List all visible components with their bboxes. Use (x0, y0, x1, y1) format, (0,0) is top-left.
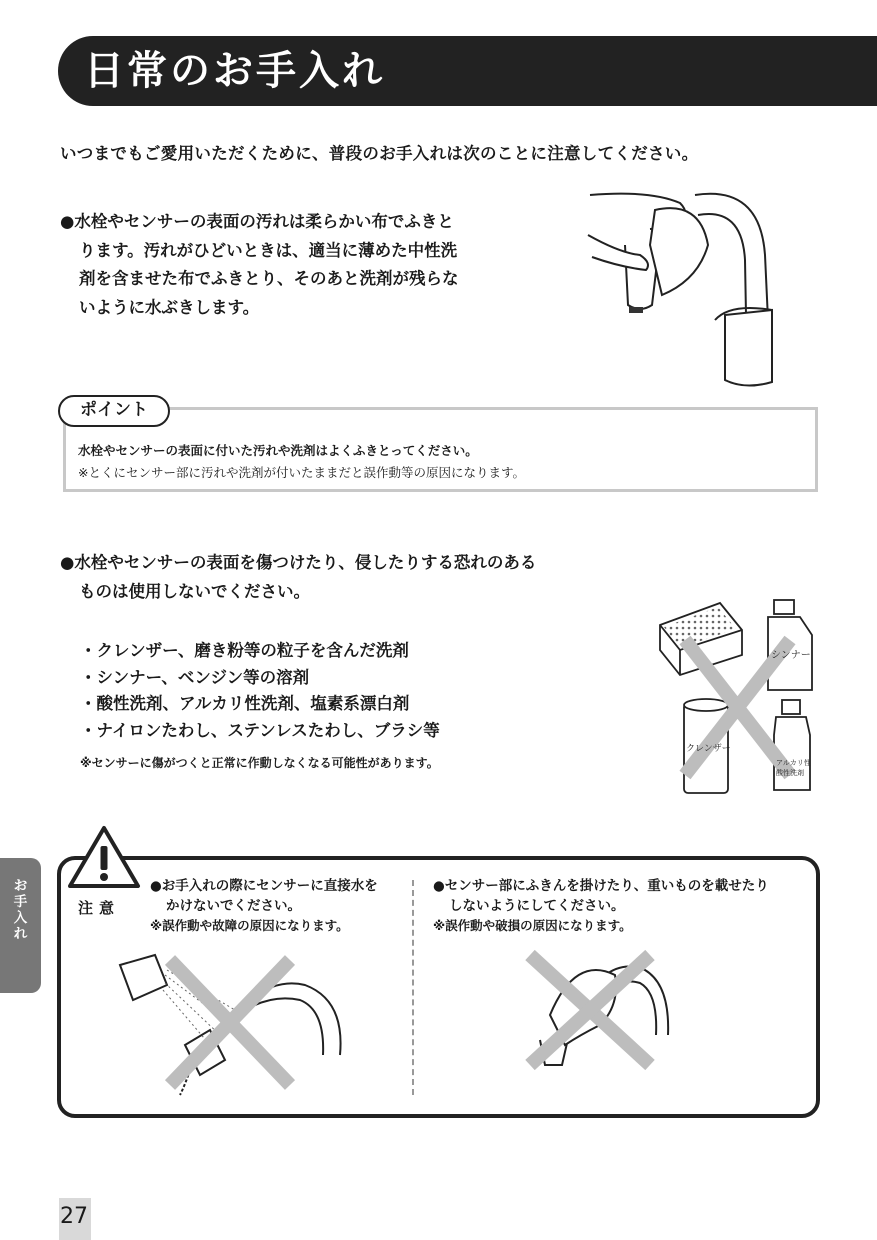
section1-line: ●水栓やセンサーの表面の汚れは柔らかい布でふきと (60, 212, 454, 231)
side-tab-char: 手 (13, 894, 28, 910)
section1-line: ります。汚れがひどいときは、適当に薄めた中性洗 (79, 240, 458, 260)
caution-right-text (433, 876, 769, 936)
list-item: ・ クレンザー、磨き粉等の粒子を含んだ洗剤 (80, 638, 440, 665)
caution-label: 注意 (78, 899, 121, 917)
intro-text: いつまでもご愛用いただくために、普段のお手入れは次のことに注意してください。 (60, 144, 699, 163)
page-title: 日常のお手入れ (84, 48, 385, 94)
prohibited-products-illustration (650, 595, 820, 800)
faucet-neck (695, 194, 768, 320)
side-tab-label (0, 878, 41, 942)
section2-line: ものは使用しないでください。 (79, 581, 310, 601)
faucet-wipe-illustration (580, 185, 780, 395)
side-tab-char: お (13, 878, 28, 894)
caution-right-note: ※誤作動や破損の原因になります。 (433, 918, 632, 933)
section1-line: いように水ぶきします。 (79, 297, 260, 317)
caution-left-note: ※誤作動や故障の原因になります。 (150, 918, 349, 933)
section2-line: ●水栓やセンサーの表面を傷つけたり、侵したりする恐れのある (60, 553, 537, 572)
point-label: ポイント (58, 395, 170, 427)
alkali-label-1: アルカリ性 (776, 759, 811, 767)
side-tab-char: 入 (13, 910, 28, 926)
caution-divider (412, 880, 414, 1095)
cloth-icon (650, 208, 708, 295)
cleanser-label: クレンザー (686, 744, 731, 754)
caution-left-line: かけないでください。 (166, 898, 301, 914)
caution-left-line: ●お手入れの際にセンサーに直接水を (150, 878, 378, 894)
page-number-text: 27 (60, 1204, 88, 1229)
list-item: ・ ナイロンたわし、ステンレスたわし、ブラシ等 (80, 718, 440, 745)
caution-right-line: ●センサー部にふきんを掛けたり、重いものを載せたり (433, 878, 769, 894)
section1-text (60, 208, 459, 322)
section2-text (60, 549, 536, 606)
cloth-on-faucet-illustration (520, 945, 680, 1075)
shower-head-icon (120, 955, 167, 1000)
sensor-note: ※センサーに傷がつくと正常に作動しなくなる可能性があります。 (80, 756, 439, 770)
point-line1: 水栓やセンサーの表面に付いた汚れや洗剤はよくふきとってください。 (78, 443, 478, 458)
list-item: ・ シンナー、ベンジン等の溶剤 (80, 665, 440, 692)
list-item: ・ 酸性洗剤、アルカリ性洗剤、塩素系漂白剤 (80, 691, 440, 718)
faucet-base (725, 310, 772, 386)
section1-line: 剤を含ませた布でふきとり、そのあと洗剤が残らな (79, 269, 459, 288)
warning-icon (64, 822, 144, 892)
water-spray-illustration (115, 945, 355, 1100)
caution-right-line: しないようにしてください。 (449, 898, 625, 914)
thinner-label: シンナー (771, 650, 811, 661)
alkali-label-2: 酸性洗剤 (776, 769, 804, 777)
caution-left-text (150, 876, 378, 936)
side-tab-char: れ (13, 926, 28, 942)
prohibited-list (80, 638, 440, 744)
point-line2: ※とくにセンサー部に汚れや洗剤が付いたままだと誤作動等の原因になります。 (78, 465, 525, 480)
page-number (59, 1198, 91, 1240)
